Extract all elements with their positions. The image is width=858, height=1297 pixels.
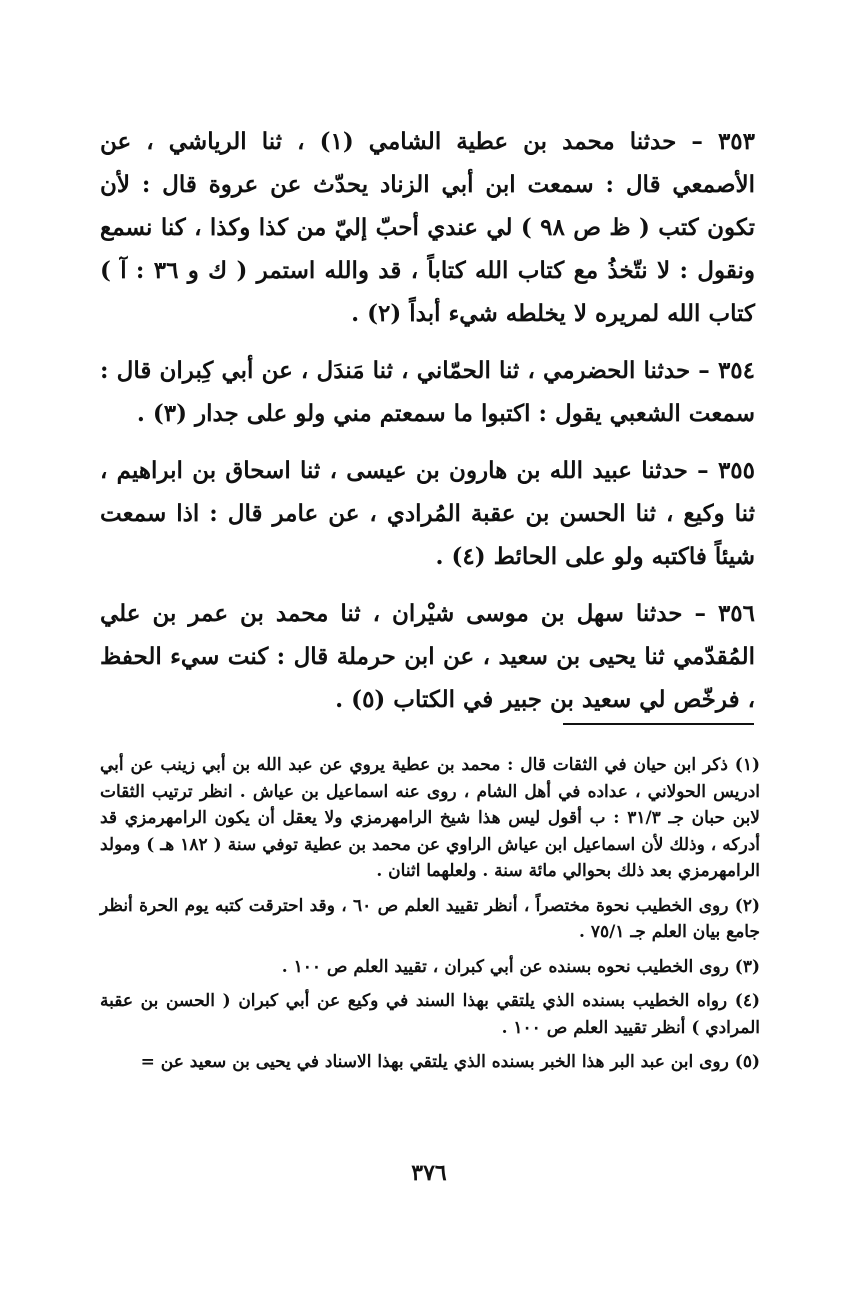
footnote-1: (١) ذكر ابن حيان في الثقات قال : محمد بن عطية يروي عن عبد الله بن أبي زينب عن أبي ادريس الحولاني ، عداده في أهل الشام ، روى عنه اسماعيل بن عياش . انظر ترتيب الثقات لابن حبان جـ ٣١/٣ : ب أقول ليس هذا شيخ الرامهرمزي ولا يعقل أن يكون الرامهرمزي قد أدركه ، وذلك لأن اسماعيل ابن عياش الراوي عن محمد بن عطية توفي سنة ( ١٨٢ هـ ) ومولد الرامهرمزي بعد ذلك بحوالي مائة سنة . ولعلهما اثنان .: [100, 755, 761, 881]
hadith-355: ٣٥٥ – حدثنا عبيد الله بن هارون بن عيسى ، ثنا اسحاق بن ابراهيم ، ثنا وكيع ، ثنا الحسن بن عقبة المُرادي ، عن عامر قال : اذا سمعت شيئاً فاكتبه ولو على الحائط (٤) .: [100, 457, 755, 570]
main-text: [100, 120, 755, 735]
footnote-3: (٣) روى الخطيب نحوه بسنده عن أبي كبران ، تقييد العلم ص ١٠٠ .: [281, 956, 760, 977]
hadith-356: ٣٥٦ – حدثنا سهل بن موسى شيْران ، ثنا محمد بن عمر بن علي المُقدّمي ثنا يحيى بن سعيد ، عن ابن حرملة قال : كنت سيء الحفظ ، فرخّص لي سعيد بن جبير في الكتاب (٥) .: [100, 600, 755, 713]
hadith-353: ٣٥٣ – حدثنا محمد بن عطية الشامي (١) ، ثنا الرياشي ، عن الأصمعي قال : سمعت ابن أبي الزناد يحدّث عن عروة قال : لأن تكون كتب ( ظ ص ٩٨ ) لي عندي أحبّ إليّ من كذا وكذا ، كنا نسمع ونقول : لا نتّخذُ مع كتاب الله كتاباً ، قد والله استمر ( ك و ٣٦ : آ ) كتاب الله لمريره لا يخلطه شيء أبداً (٢) .: [100, 128, 756, 327]
footnote-4: (٤) رواه الخطيب بسنده الذي يلتقي بهذا السند في وكيع عن أبي كبران ( الحسن بن عقبة المرادي ) أنظر تقييد العلم ص ١٠٠ .: [100, 991, 760, 1038]
footnote-2: (٢) روى الخطيب نحوة مختصراً ، أنظر تقييد العلم ص ٦٠ ، وقد احترقت كتبه يوم الحرة أنظر جامع بيان العلم جـ ٧٥/١ .: [100, 895, 760, 942]
footnote-divider: [563, 723, 754, 725]
footnote-5: (٥) روى ابن عبد البر هذا الخبر بسنده الذي يلتقي بهذا الاسناد في يحيى بن سعيد عن =: [140, 1052, 760, 1072]
hadith-354: ٣٥٤ – حدثنا الحضرمي ، ثنا الحمّاني ، ثنا مَندَل ، عن أبي كِبران قال : سمعت الشعبي يقول : اكتبوا ما سمعتم مني ولو على جدار (٣) .: [100, 357, 755, 427]
page-number: ٣٧٦: [411, 1160, 447, 1186]
footnotes: [100, 752, 760, 1084]
